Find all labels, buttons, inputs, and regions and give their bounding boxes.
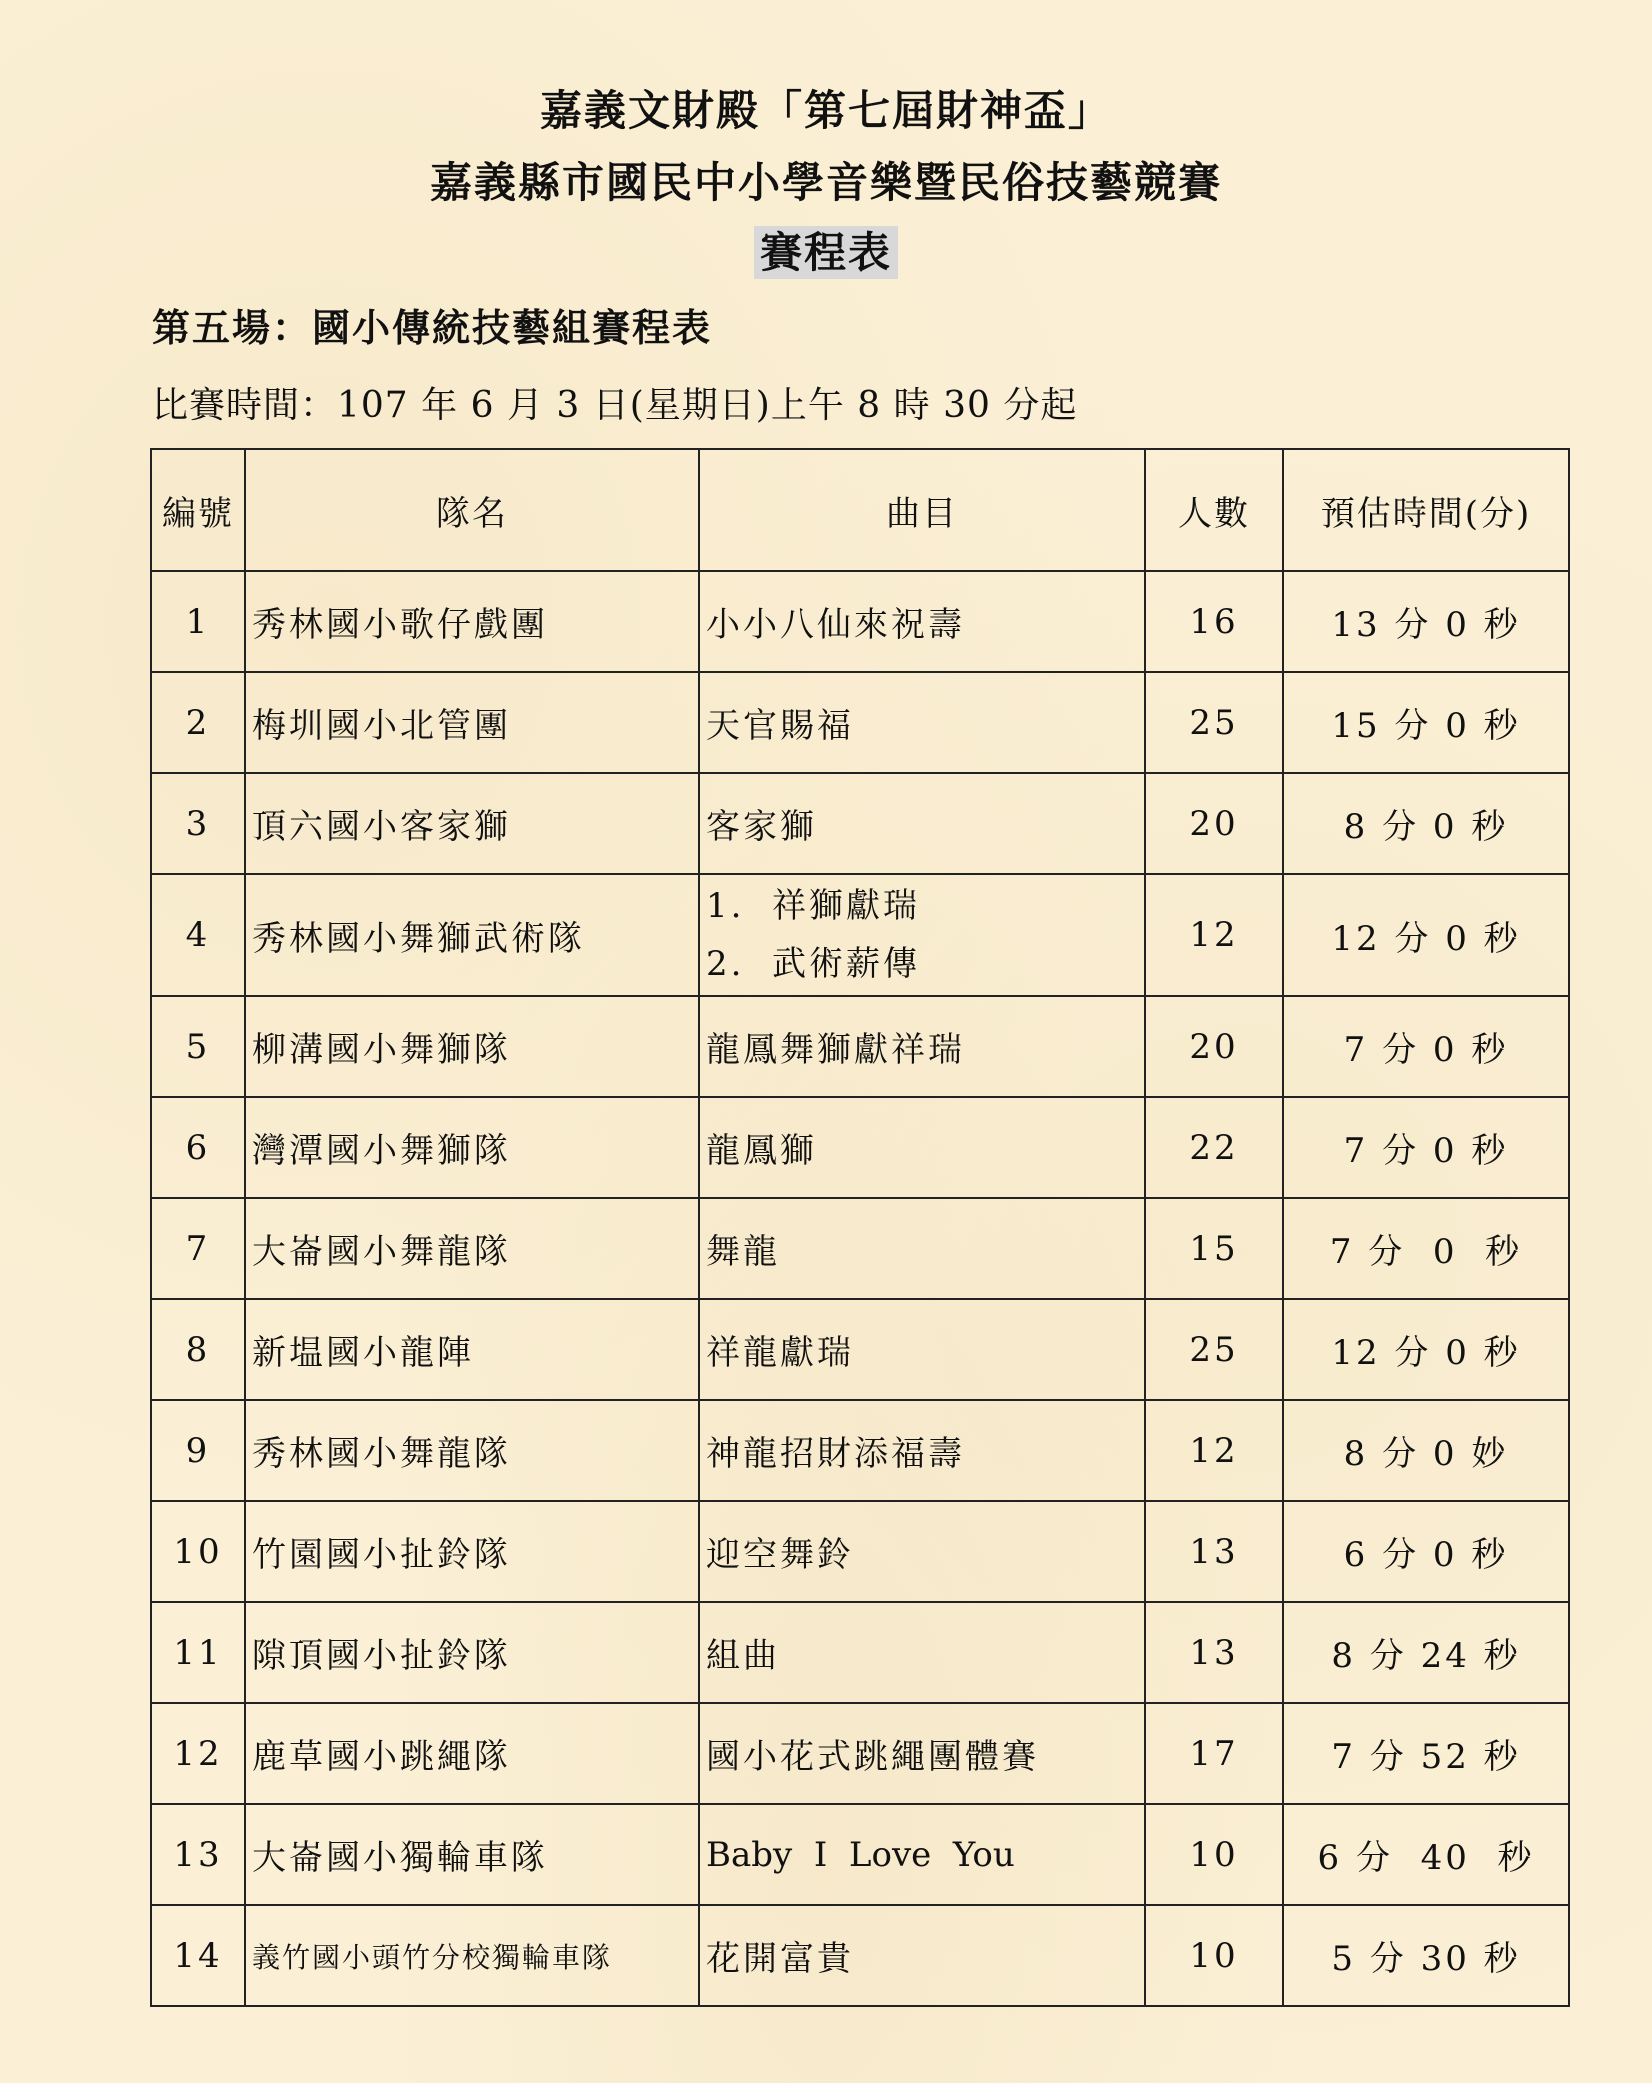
table-header-row [151, 449, 1569, 571]
cell-team: 秀林國小舞獅武術隊 [245, 874, 699, 996]
cell-piece: 天官賜福 [699, 672, 1145, 773]
cell-count: 20 [1145, 996, 1283, 1097]
cell-piece: 龍鳳舞獅獻祥瑞 [699, 996, 1145, 1097]
cell-count: 22 [1145, 1097, 1283, 1198]
table-row [151, 1804, 1569, 1905]
cell-number: 5 [151, 996, 245, 1097]
cell-piece: 迎空舞鈴 [699, 1501, 1145, 1602]
cell-time: 13 分 0 秒 [1283, 571, 1569, 672]
cell-time: 7 分 0 秒 [1283, 1198, 1569, 1299]
cell-team: 義竹國小頭竹分校獨輪車隊 [245, 1905, 699, 2006]
cell-time: 6 分 40 秒 [1283, 1804, 1569, 1905]
cell-piece: 組曲 [699, 1602, 1145, 1703]
cell-time: 7 分 52 秒 [1283, 1703, 1569, 1804]
cell-team: 鹿草國小跳繩隊 [245, 1703, 699, 1804]
cell-team: 頂六國小客家獅 [245, 773, 699, 874]
cell-count: 13 [1145, 1602, 1283, 1703]
cell-number: 7 [151, 1198, 245, 1299]
header-count: 人數 [1145, 449, 1283, 571]
cell-team: 梅圳國小北管團 [245, 672, 699, 773]
cell-time: 6 分 0 秒 [1283, 1501, 1569, 1602]
header-team: 隊名 [245, 449, 699, 571]
cell-time: 12 分 0 秒 [1283, 874, 1569, 996]
table-row [151, 1602, 1569, 1703]
table-row [151, 571, 1569, 672]
piece-line: 1. 祥獅獻瑞 [706, 886, 921, 926]
cell-number: 9 [151, 1400, 245, 1501]
table-row [151, 1501, 1569, 1602]
cell-number: 3 [151, 773, 245, 874]
cell-piece: Baby I Love You [699, 1804, 1145, 1905]
cell-count: 12 [1145, 1400, 1283, 1501]
cell-time: 8 分 0 秒 [1283, 773, 1569, 874]
table-row [151, 874, 1569, 996]
cell-number: 13 [151, 1804, 245, 1905]
table-row [151, 1905, 1569, 2006]
cell-count: 10 [1145, 1804, 1283, 1905]
table-row [151, 1703, 1569, 1804]
cell-piece: 舞龍 [699, 1198, 1145, 1299]
table-row [151, 1299, 1569, 1400]
cell-count: 20 [1145, 773, 1283, 874]
header-number: 編號 [151, 449, 245, 571]
schedule-table [150, 448, 1570, 2007]
cell-count: 25 [1145, 1299, 1283, 1400]
cell-count: 13 [1145, 1501, 1283, 1602]
cell-team: 大崙國小獨輪車隊 [245, 1804, 699, 1905]
cell-piece: 花開富貴 [699, 1905, 1145, 2006]
cell-number: 1 [151, 571, 245, 672]
cell-team: 隙頂國小扯鈴隊 [245, 1602, 699, 1703]
title-line-1: 嘉義文財殿「第七屆財神盃」 [539, 86, 1112, 135]
cell-piece: 龍鳳獅 [699, 1097, 1145, 1198]
cell-team: 秀林國小歌仔戲團 [245, 571, 699, 672]
cell-number: 6 [151, 1097, 245, 1198]
cell-count: 12 [1145, 874, 1283, 996]
cell-number: 11 [151, 1602, 245, 1703]
cell-piece: 客家獅 [699, 773, 1145, 874]
cell-piece: 國小花式跳繩團體賽 [699, 1703, 1145, 1804]
cell-count: 10 [1145, 1905, 1283, 2006]
cell-number: 8 [151, 1299, 245, 1400]
header-piece: 曲目 [699, 449, 1145, 571]
cell-number: 2 [151, 672, 245, 773]
cell-time: 5 分 30 秒 [1283, 1905, 1569, 2006]
cell-time: 8 分 24 秒 [1283, 1602, 1569, 1703]
table-row [151, 1400, 1569, 1501]
cell-team: 竹園國小扯鈴隊 [245, 1501, 699, 1602]
title-line-3 [0, 220, 1652, 280]
cell-number: 14 [151, 1905, 245, 2006]
table-row [151, 1198, 1569, 1299]
cell-piece: 小小八仙來祝壽 [699, 571, 1145, 672]
cell-team: 新塭國小龍陣 [245, 1299, 699, 1400]
cell-team: 柳溝國小舞獅隊 [245, 996, 699, 1097]
cell-piece: 神龍招財添福壽 [699, 1400, 1145, 1501]
cell-team: 大崙國小舞龍隊 [245, 1198, 699, 1299]
cell-number: 4 [151, 874, 245, 996]
header-time: 預估時間(分) [1283, 449, 1569, 571]
cell-number: 10 [151, 1501, 245, 1602]
competition-time: 比賽時間：107 年 6 月 3 日(星期日)上午 8 時 30 分起 [152, 385, 1078, 426]
cell-time: 12 分 0 秒 [1283, 1299, 1569, 1400]
table-row [151, 1097, 1569, 1198]
cell-time: 8 分 0 妙 [1283, 1400, 1569, 1501]
table-row [151, 672, 1569, 773]
cell-count: 17 [1145, 1703, 1283, 1804]
cell-count: 16 [1145, 571, 1283, 672]
cell-team: 灣潭國小舞獅隊 [245, 1097, 699, 1198]
cell-piece: 祥龍獻瑞 [699, 1299, 1145, 1400]
session-heading: 第五場：國小傳統技藝組賽程表 [152, 305, 713, 350]
cell-time: 7 分 0 秒 [1283, 996, 1569, 1097]
piece-line: 2. 武術薪傳 [706, 944, 921, 984]
cell-count: 15 [1145, 1198, 1283, 1299]
table-row [151, 996, 1569, 1097]
cell-number: 12 [151, 1703, 245, 1804]
cell-piece [699, 874, 1145, 996]
schedule-heading: 賽程表 [754, 226, 898, 279]
cell-time: 7 分 0 秒 [1283, 1097, 1569, 1198]
cell-count: 25 [1145, 672, 1283, 773]
table-row [151, 773, 1569, 874]
title-line-2: 嘉義縣市國民中小學音樂暨民俗技藝競賽 [429, 158, 1222, 207]
cell-team: 秀林國小舞龍隊 [245, 1400, 699, 1501]
cell-time: 15 分 0 秒 [1283, 672, 1569, 773]
